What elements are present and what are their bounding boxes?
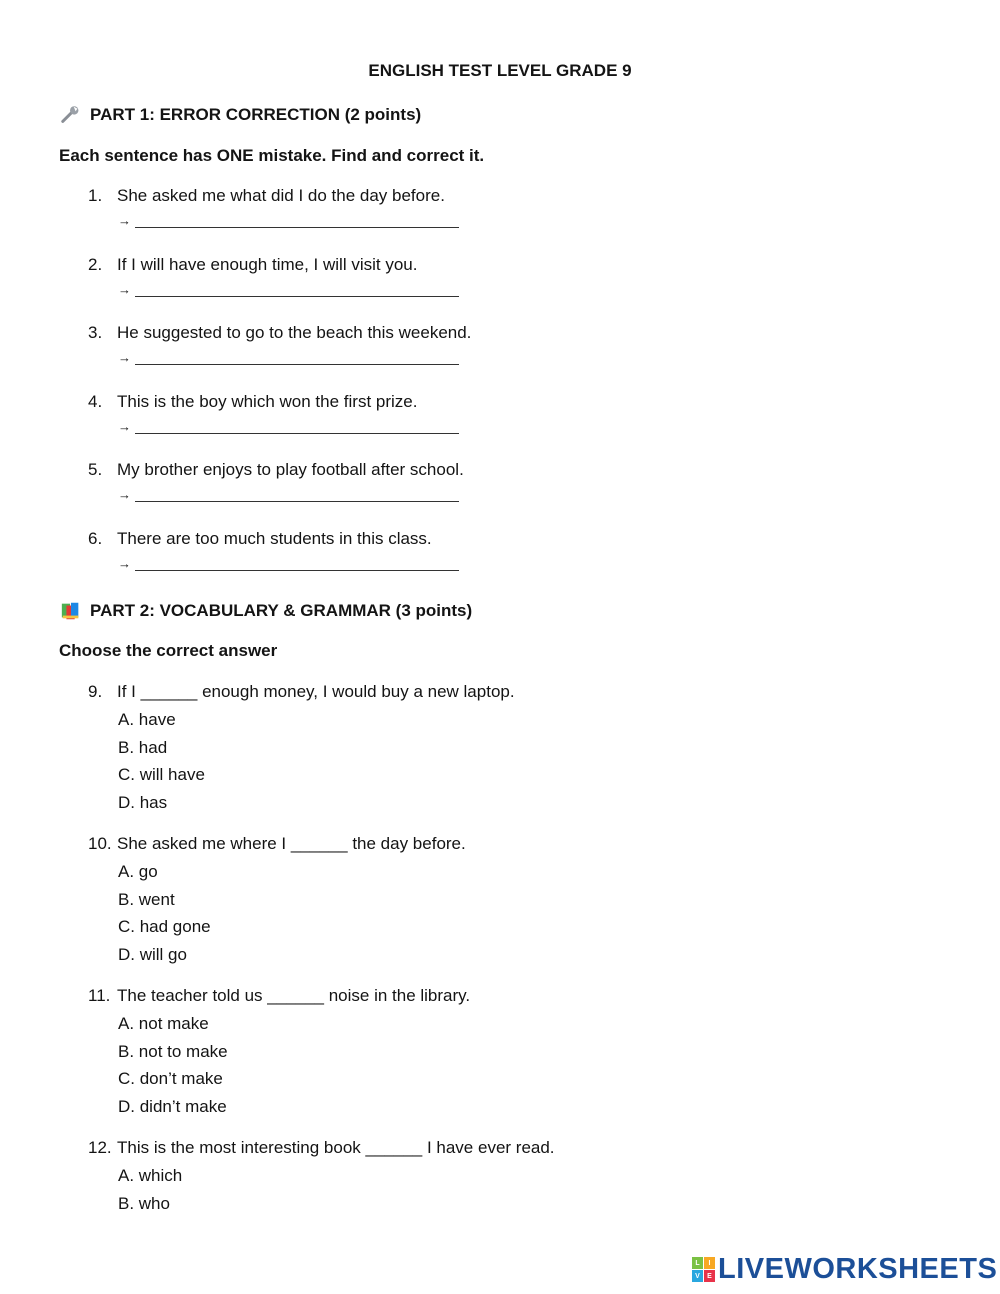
question-number: 6. (88, 529, 103, 548)
question-number: 9. (88, 682, 103, 701)
error-question (88, 186, 445, 206)
logo-tile: I (704, 1257, 715, 1269)
answer-line[interactable] (135, 488, 459, 502)
question-number: 5. (88, 460, 103, 479)
question-number: 12. (88, 1138, 112, 1157)
part2-heading (60, 600, 472, 622)
question-number: 11. (88, 986, 111, 1005)
answer-line[interactable] (135, 214, 459, 228)
logo-text: LIVEWORKSHEETS (718, 1253, 998, 1285)
arrow-icon: → (118, 213, 131, 228)
answer-line[interactable] (135, 283, 459, 297)
answer-field[interactable] (118, 350, 459, 365)
error-question (88, 323, 471, 343)
books-icon (60, 600, 82, 622)
question-number: 2. (88, 255, 103, 274)
part1-heading-text: PART 1: ERROR CORRECTION (2 points) (90, 105, 422, 124)
arrow-icon: → (118, 556, 131, 571)
wrench-icon (60, 104, 82, 126)
question-number: 10. (88, 834, 112, 853)
answer-option[interactable]: B. went (118, 889, 175, 909)
answer-line[interactable] (135, 351, 459, 365)
question-number: 3. (88, 323, 103, 342)
arrow-icon: → (118, 282, 131, 297)
liveworksheets-logo (692, 1253, 997, 1286)
error-question (88, 392, 417, 412)
question-text: If I ______ enough money, I would buy a new laptop. (117, 682, 515, 701)
part2-instruction: Choose the correct answer (59, 641, 278, 660)
question-text: My brother enjoys to play football after school. (117, 460, 464, 479)
answer-field[interactable] (118, 282, 459, 297)
question-text: This is the boy which won the first prize. (117, 392, 418, 411)
logo-tiles (692, 1257, 715, 1282)
answer-field[interactable] (118, 419, 459, 434)
answer-option[interactable]: D. has (118, 793, 168, 813)
answer-option[interactable]: A. which (118, 1166, 183, 1185)
question-text: The teacher told us ______ noise in the library. (117, 986, 471, 1005)
question-text: If I will have enough time, I will visit you. (117, 255, 418, 274)
question-number: 4. (88, 392, 103, 411)
arrow-icon: → (118, 487, 131, 502)
answer-line[interactable] (135, 420, 459, 434)
answer-option[interactable]: B. not to make (118, 1041, 228, 1061)
error-question (88, 255, 417, 275)
answer-option[interactable]: A. not make (118, 1014, 209, 1033)
answer-option[interactable]: C. don’t make (118, 1069, 223, 1089)
question-text: He suggested to go to the beach this weekend. (117, 323, 472, 342)
mc-question (88, 986, 470, 1006)
error-question (88, 460, 464, 480)
question-text: This is the most interesting book ______ I have ever read. (117, 1138, 555, 1157)
arrow-icon: → (118, 419, 131, 434)
part1-heading (60, 104, 421, 126)
mc-question (88, 1138, 555, 1158)
arrow-icon: → (118, 350, 131, 365)
answer-option[interactable]: C. will have (118, 765, 205, 785)
question-text: There are too much students in this class. (117, 529, 432, 548)
question-text: She asked me what did I do the day before. (117, 186, 445, 205)
answer-option[interactable]: A. go (118, 862, 158, 881)
answer-option[interactable]: A. have (118, 710, 176, 729)
question-text: She asked me where I ______ the day before. (117, 834, 466, 853)
page-title: ENGLISH TEST LEVEL GRADE 9 (368, 61, 632, 80)
answer-field[interactable] (118, 213, 459, 228)
answer-line[interactable] (135, 557, 459, 571)
answer-option[interactable]: C. had gone (118, 917, 211, 937)
mc-question (88, 834, 466, 854)
error-question (88, 529, 432, 549)
mc-question (88, 682, 515, 702)
answer-option[interactable]: D. didn’t make (118, 1097, 227, 1117)
answer-option[interactable]: D. will go (118, 945, 187, 965)
logo-tile: E (704, 1270, 715, 1282)
part1-instruction: Each sentence has ONE mistake. Find and correct it. (59, 146, 485, 165)
logo-tile: L (692, 1257, 703, 1269)
question-number: 1. (88, 186, 103, 205)
part2-heading-text: PART 2: VOCABULARY & GRAMMAR (3 points) (90, 601, 473, 620)
answer-field[interactable] (118, 487, 459, 502)
answer-option[interactable]: B. who (118, 1193, 170, 1213)
logo-tile: V (692, 1270, 703, 1282)
answer-option[interactable]: B. had (118, 737, 168, 757)
answer-field[interactable] (118, 556, 459, 571)
